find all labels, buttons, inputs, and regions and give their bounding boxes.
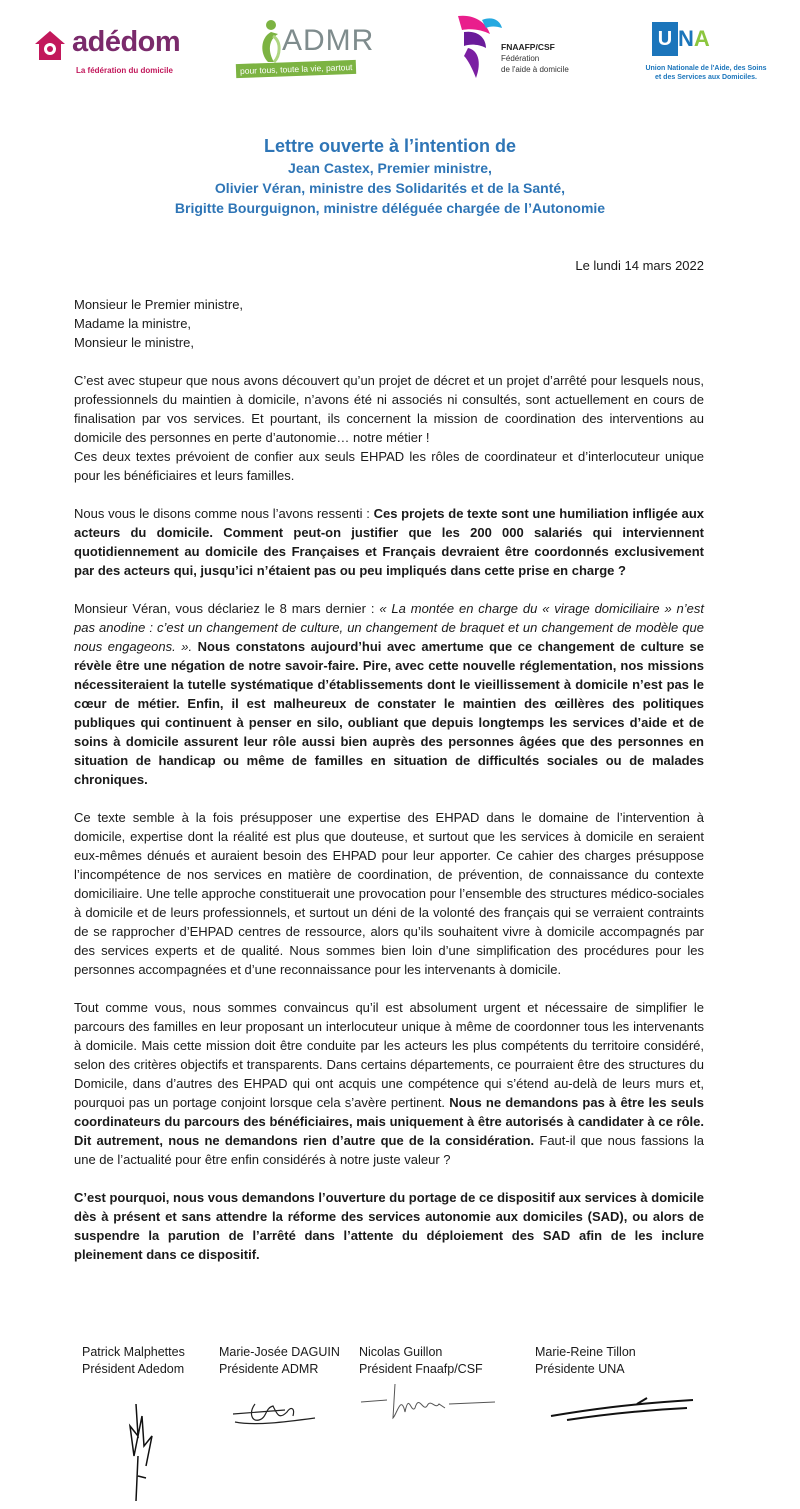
signer-title: Président Fnaafp/CSF — [359, 1362, 483, 1376]
fnaafp-name: FNAAFP/CSF — [501, 42, 555, 52]
signature-image — [547, 1394, 697, 1424]
letter-body — [74, 371, 704, 1283]
signatures-block — [0, 1344, 800, 1509]
signer-fnaafp — [359, 1344, 483, 1378]
paragraph-3-quote: « La montée en charge du « virage domiciliaire » n’est pas anodine : c’est un changement de culture, un changement de braquet et un changement de modèle que nous engageons. ». — [74, 601, 705, 654]
salutation — [74, 295, 704, 352]
signer-name: Patrick Malphettes — [82, 1345, 185, 1359]
paragraph-5-closing: Faut-il que nous fassions la une de l’actualité pour être enfin considérés à notre juste valeur ? — [74, 1133, 704, 1167]
una-wordmark — [678, 22, 710, 56]
signer-name: Marie-Josée DAGUIN — [219, 1345, 340, 1359]
adedom-logo — [32, 20, 192, 80]
salutation-line: Madame la ministre, — [74, 316, 192, 331]
adedom-wordmark: adédom — [72, 26, 181, 58]
una-subtitle-line1: Union Nationale de l'Aide, des Soins — [645, 65, 767, 72]
adedom-house-icon — [32, 28, 68, 64]
fnaafp-hands-icon — [452, 12, 502, 82]
signer-title: Présidente ADMR — [219, 1362, 319, 1376]
admr-wordmark: ADMR — [282, 24, 375, 57]
paragraph-4-text: Ce texte semble à la fois présupposer une expertise des EHPAD dans le domaine de l’intervention à domicile, expertise dont la réalité est plus que douteuse, et surtout que les services à domicile en seraient eux-mêmes dénués et auraient besoin des EHPAD pour leur apporter. Ce cahier des charges présuppose l’incompétence de nos services en matière de coordination, de prévention, de connaissance du contexte domiciliaire. Une telle approche constituerait une provocation pour l’ensemble des structures médico-sociales à domicile et de leurs professionnels, et surtout un déni de la volonté des français qui se verraient contraints de se rapprocher d’EHPAD centres de ressource, alors qu’ils souhaitent vivre à domicile accompagnés par des services experts et de qualité. Nous sommes bien loin d’une simplification des procédures pour les personnes accompagnées et d’une reconnaissance pour les intervenants à domicile. — [74, 810, 704, 977]
addressee-line: Olivier Véran, ministre des Solidarités et de la Santé, — [214, 180, 566, 196]
paragraph-6 — [74, 1188, 704, 1264]
admr-logo — [236, 14, 376, 84]
paragraph-3-intro: Monsieur Véran, vous déclariez le 8 mars dernier : — [74, 601, 380, 616]
signer-title: Président Adedom — [82, 1362, 185, 1376]
paragraph-2 — [74, 504, 704, 580]
adedom-tagline: La fédération du domicile — [76, 66, 173, 75]
signer-una — [535, 1344, 636, 1378]
fnaafp-logo — [452, 12, 582, 88]
signer-name: Nicolas Guillon — [359, 1345, 443, 1359]
una-logo — [636, 14, 776, 94]
paragraph-6-demand: C’est pourquoi, nous vous demandons l’ouverture du portage de ce dispositif aux services à domicile dès à présent et sans attendre la réforme des services autonomie aux domiciles (SAD), ou alors de suspendre la parution de l’arrêté dans l’attente du déploiement des SAD afin de les inclure pleinement dans ce dispositif. — [74, 1190, 704, 1262]
addressee-line: Brigitte Bourguignon, ministre déléguée chargée de l’Autonomie — [174, 200, 606, 216]
paragraph-2-intro: Nous vous le disons comme nous l’avons ressenti : — [74, 506, 374, 521]
una-letter-a: A — [693, 26, 710, 51]
paragraph-3 — [74, 599, 704, 789]
paragraph-1-text: C’est avec stupeur que nous avons découvert qu’un projet de décret et un projet d’arrêté pour lesquels nous, professionnels du maintien à domicile, n’avons été ni associés ni consultés, sont actuellement en cours de finalisation par vos services. Et pourtant, ils concernent la mission de coordination des interventions au domicile des personnes en perte d’autonomie… notre métier ! — [74, 373, 704, 445]
salutation-line: Monsieur le Premier ministre, — [74, 297, 244, 312]
logo-bar — [0, 10, 800, 90]
una-u-box: U — [652, 22, 678, 56]
paragraph-5-emphasis: Nous ne demandons pas à être les seuls coordinateurs du parcours des bénéficiaires, mais uniquement à être autorisés à candidater à ce rôle. Dit autrement, nous ne demandons rien d’autre que de la considération. — [74, 1095, 704, 1148]
paragraph-1 — [74, 371, 704, 485]
paragraph-2-emphasis: Ces projets de texte sont une humiliation infligée aux acteurs du domicile. Comment peut-on justifier que les 200 000 salariés qui interviennent quotidiennement au domicile des Françaises et Français devraient être coordonnés exclusivement par des acteurs qui, jusqu’ici n’étaient pas ou peu impliqués dans cette prise en charge ? — [74, 506, 704, 578]
admr-tagline: pour tous, toute la vie, partout — [236, 60, 357, 78]
signer-admr — [219, 1344, 340, 1378]
signer-adedom — [82, 1344, 185, 1378]
paragraph-3-emphasis: Nous constatons aujourd’hui avec amertume que ce changement de culture se révèle être une négation de notre savoir-faire. Pire, avec cette nouvelle réglementation, nos missions nécessiteraient la tutelle systématique d’établissements dont le vieillissement à domicile n’est pas le cœur de métier. Enfin, il est malheureux de constater le maintien des œillères des politiques publiques qui continuent à penser en silo, oubliant que depuis longtemps les services d’aide et de soins à domicile assurent leur rôle aussi bien auprès des personnes âgées que des personnes en situation de handicap ou même de familles en situation de difficultés sociales ou de malades chroniques. — [74, 639, 705, 787]
signature-image — [116, 1396, 166, 1506]
fnaafp-subtitle-line1: Fédération — [501, 54, 540, 63]
paragraph-4 — [74, 808, 704, 979]
una-letter-n: N — [678, 26, 694, 51]
signer-name: Marie-Reine Tillon — [535, 1345, 636, 1359]
paragraph-5-text: Tout comme vous, nous sommes convaincus qu’il est absolument urgent et nécessaire de simplifier le parcours des familles en leur proposant un interlocuteur unique à même de coordonner tous les intervenants à domicile. Mais cette mission doit être conduite par les acteurs les plus compétents du territoire considéré, selon des critères objectifs et transparents. Dans certains départements, ce pourraient être des structures du Domicile, dans d’autres des EHPAD qui ont acquis une compétence qui s’étend au-delà de leurs murs et, pourquoi pas un portage conjoint lorsque cela s’avère pertinent. — [74, 1000, 704, 1110]
salutation-line: Monsieur le ministre, — [74, 335, 194, 350]
letter-date: Le lundi 14 mars 2022 — [575, 258, 704, 273]
paragraph-1-text-b: Ces deux textes prévoient de confier aux seuls EHPAD les rôles de coordinateur et d’interlocuteur unique pour les bénéficiaires et leurs familles. — [74, 449, 704, 483]
fnaafp-subtitle — [501, 53, 569, 75]
signature-image — [359, 1378, 499, 1428]
letter-title: Lettre ouverte à l’intention de — [263, 136, 517, 156]
paragraph-5 — [74, 998, 704, 1169]
addressee-line: Jean Castex, Premier ministre, — [288, 160, 492, 176]
fnaafp-subtitle-line2: de l'aide à domicile — [501, 65, 569, 74]
letter-heading — [0, 134, 780, 218]
signature-image — [225, 1392, 325, 1432]
signer-title: Présidente UNA — [535, 1362, 625, 1376]
una-subtitle-line2: et des Services aux Domiciles. — [655, 74, 757, 81]
una-subtitle — [636, 64, 776, 82]
